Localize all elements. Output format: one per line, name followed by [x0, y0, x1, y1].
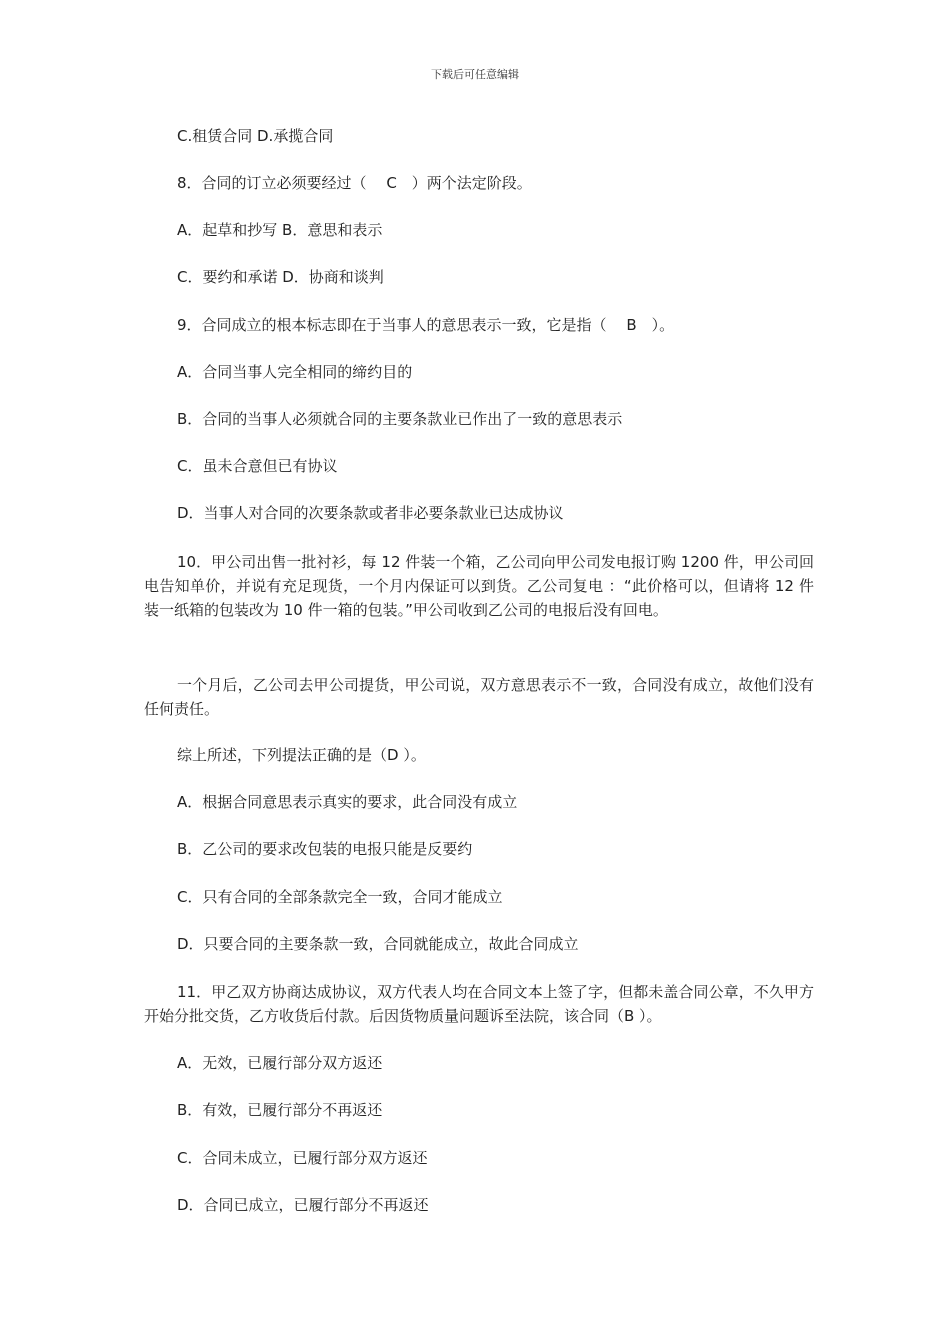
- option-line: C．要约和承诺 D．协商和谈判: [177, 268, 384, 286]
- option-line: C．合同未成立，已履行部分双方返还: [177, 1149, 428, 1167]
- option-line: A．起草和抄写 B．意思和表示: [177, 221, 383, 239]
- option-line: B．有效，已履行部分不再返还: [177, 1101, 383, 1119]
- option-line: C．只有合同的全部条款完全一致，合同才能成立: [177, 888, 503, 906]
- question-10-continuation: 一个月后，乙公司去甲公司提货，甲公司说，双方意思表示不一致，合同没有成立，故他们没有任何责任。: [144, 676, 814, 718]
- option-line: D．只要合同的主要条款一致，合同就能成立，故此合同成立: [177, 935, 579, 953]
- page-header: 下载后可任意编辑: [431, 68, 519, 81]
- question-8: 8．合同的订立必须要经过（ C ）两个法定阶段。: [177, 174, 532, 192]
- option-line: B．乙公司的要求改包装的电报只能是反要约: [177, 840, 473, 858]
- option-line: D．合同已成立，已履行部分不再返还: [177, 1196, 429, 1214]
- option-line: A．合同当事人完全相同的缔约目的: [177, 363, 413, 381]
- option-line: B．合同的当事人必须就合同的主要条款业已作出了一致的意思表示: [177, 410, 623, 428]
- question-10-prompt: 综上所述，下列提法正确的是（D ）。: [177, 746, 426, 764]
- option-line: D．当事人对合同的次要条款或者非必要条款业已达成协议: [177, 504, 564, 522]
- option-line: A．无效，已履行部分双方返还: [177, 1054, 383, 1072]
- option-line: C.租赁合同 D.承揽合同: [177, 127, 334, 145]
- option-line: C．虽未合意但已有协议: [177, 457, 338, 475]
- question-11: 11．甲乙双方协商达成协议，双方代表人均在合同文本上签了字，但都未盖合同公章，不久甲方开始分批交货，乙方收货后付款。后因货物质量问题诉至法院，该合同（B ）。: [144, 983, 814, 1025]
- question-9: 9．合同成立的根本标志即在于当事人的意思表示一致，它是指（ B ）。: [177, 316, 675, 334]
- option-line: A．根据合同意思表示真实的要求，此合同没有成立: [177, 793, 518, 811]
- question-10: 10．甲公司出售一批衬衫，每 12 件装一个箱，乙公司向甲公司发电报订购 1200 件，甲公司回电告知单价，并说有充足现货，一个月内保证可以到货。乙公司复电 ：“此价格可以，但请将 12 件装一纸箱的包装改为 10 件一箱的包装。”甲公司收到乙公司的电报后没有回电。: [144, 553, 814, 619]
